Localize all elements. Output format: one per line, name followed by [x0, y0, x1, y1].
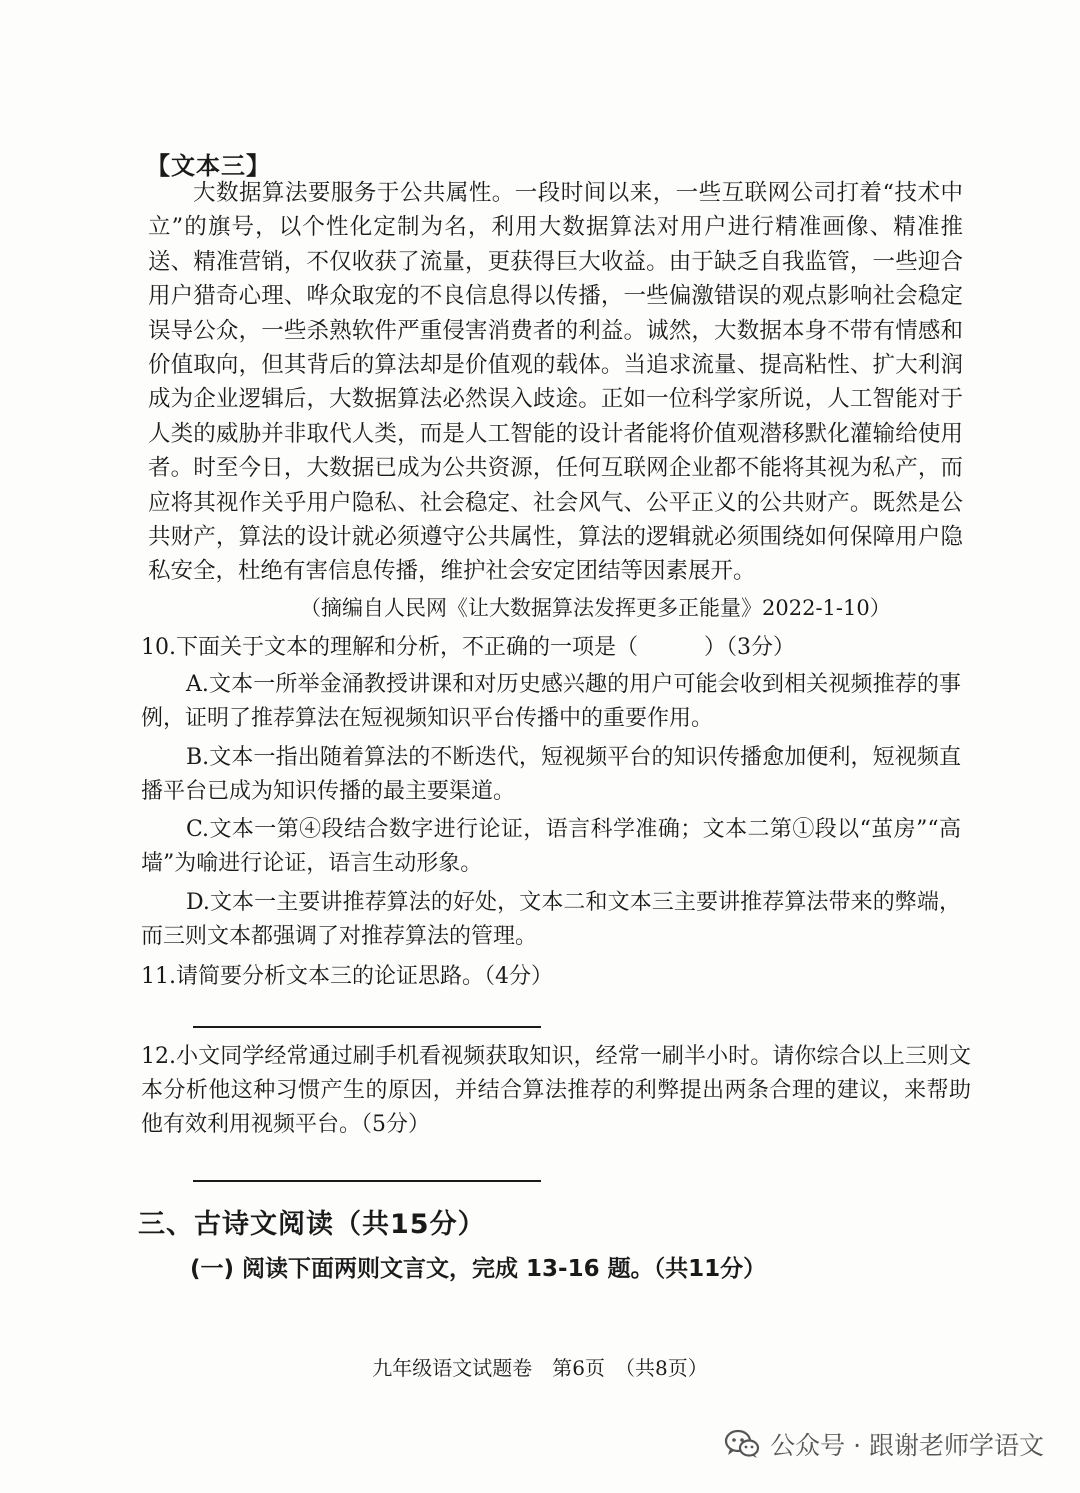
text3-heading: 【文本三】 [146, 152, 271, 180]
question-10-option-b: B.文本一指出随着算法的不断迭代，短视频平台的知识传播愈加便利，短视频直播平台已成为知识传播的最主要渠道。 [141, 745, 961, 804]
watermark [724, 1426, 1044, 1462]
text3-paragraph: 大数据算法要服务于公共属性。一段时间以来，一些互联网公司打着“技术中立”的旗号，以个性化定制为名，利用大数据算法对用户进行精准画像、精准推送、精准营销，不仅收获了流量，更获得巨大收益。由于缺乏自我监管，一些迎合用户猎奇心理、哗众取宠的不良信息得以传播，一些偏激错误的观点影响社会稳定误导公众，一些杀熟软件严重侵害消费者的利益。诚然，大数据本身不带有情感和价值取向，但其背后的算法却是价值观的载体。当追求流量、提高粘性、扩大利润成为企业逻辑后，大数据算法必然误入歧途。正如一位科学家所说，人工智能对于人类的威胁并非取代人类，而是人工智能的设计者能将价值观潜移默化灌输给使用者。时至今日，大数据已成为公共资源，任何互联网企业都不能将其视为私产，而应将其视作关乎用户隐私、社会稳定、社会风气、公平正义的公共财产。既然是公共财产，算法的设计就必须遵守公共属性，算法的逻辑就必须围绕如何保障用户隐私安全，杜绝有害信息传播，维护社会安定团结等因素展开。 [148, 180, 963, 585]
answer-line-12 [193, 1180, 541, 1182]
page-footer: 九年级语文试题卷 第6页 （共8页） [372, 1356, 708, 1380]
wechat-icon [724, 1429, 760, 1459]
question-10-option-a: A.文本一所举金涌教授讲课和对历史感兴趣的用户可能会收到相关视频推荐的事例，证明了推荐算法在短视频知识平台传播中的重要作用。 [141, 672, 961, 731]
question-12-stem: 12.小文同学经常通过刷手机看视频获取知识，经常一刷半小时。请你综合以上三则文本分析他这种习惯产生的原因，并结合算法推荐的利弊提出两条合理的建议，来帮助他有效利用视频平台。（5分） [141, 1044, 971, 1137]
text3-source: （摘编自人民网《让大数据算法发挥更多正能量》2022-1-10） [300, 596, 891, 620]
answer-line-11 [193, 1026, 541, 1028]
question-11-stem: 11.请简要分析文本三的论证思路。（4分） [141, 964, 553, 989]
part-3-heading: 三、古诗文阅读（共15分） [138, 1209, 486, 1240]
question-10-option-d: D.文本一主要讲推荐算法的好处，文本二和文本三主要讲推荐算法带来的弊端，而三则文本都强调了对推荐算法的管理。 [141, 890, 961, 949]
question-10-stem: 10.下面关于文本的理解和分析，不正确的一项是（ ）（3分） [141, 635, 795, 660]
watermark-text: 公众号 · 跟谢老师学语文 [770, 1431, 1044, 1460]
part-3-sub-heading: (一) 阅读下面两则文言文，完成 13-16 题。（共11分） [190, 1256, 767, 1282]
question-10-option-c: C.文本一第④段结合数字进行论证，语言科学准确；文本二第①段以“茧房”“高墙”为喻进行论证，语言生动形象。 [141, 817, 961, 876]
